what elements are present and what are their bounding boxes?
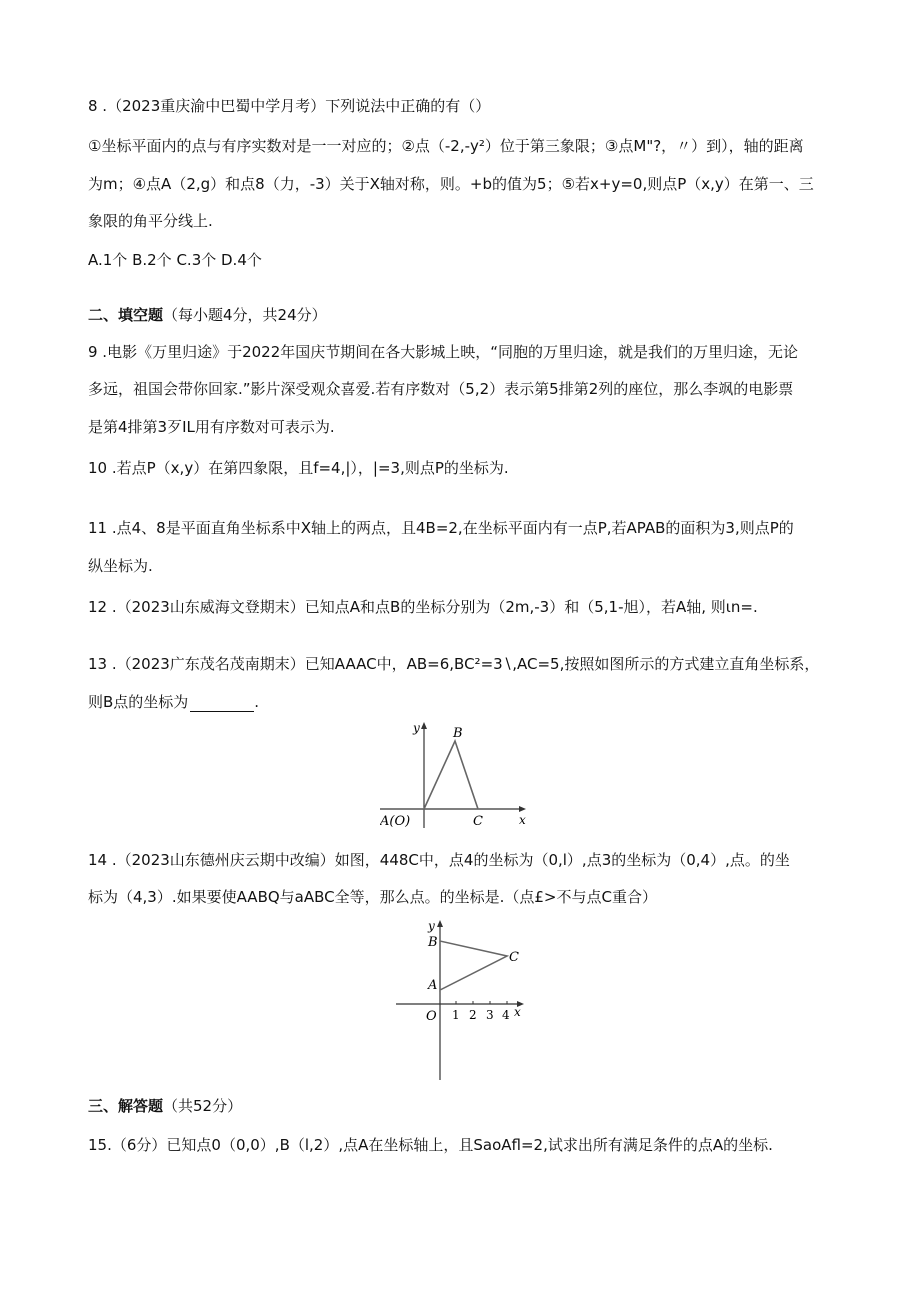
q8-line-1: 8 .（2023重庆渝中巴蜀中学月考）下列说法中正确的有（） xyxy=(88,97,491,115)
q13-line-2-text: 则B点的坐标为 xyxy=(88,693,189,711)
fig14-x-label: x xyxy=(514,1005,521,1019)
fig14-point-a: A xyxy=(428,978,438,993)
section-2-note: （每小题4分，共24分） xyxy=(163,306,327,324)
q9-line-2: 多远，祖国会带你回家.”影片深受观众喜爱.若有序数对（5,2）表示第5排第2列的座位，那么李飒的电影票 xyxy=(88,380,794,398)
fig14-origin: O xyxy=(426,1009,437,1024)
fig13-point-c: C xyxy=(473,814,483,829)
figure-13-triangle xyxy=(380,716,530,830)
fig14-tick-2: 2 xyxy=(469,1008,477,1022)
q9-line-1: 9 .电影《万里归途》于2022年国庆节期间在各大影城上映，“同胞的万里归途，就是我们的万里归途，无论 xyxy=(88,343,799,361)
fig13-triangle-abc xyxy=(424,741,478,809)
section-2-title: 二、填空题 xyxy=(88,306,164,324)
question-10: 10 .若点P（x,y）在第四象限，且f=4,|），|=3,则点P的坐标为. xyxy=(88,459,509,477)
figure-14-triangle xyxy=(396,916,528,1082)
question-15: 15.（6分）已知点0（0,0）,B（l,2）,点A在坐标轴上，且SaoAfl=2,试求出所有满足条件的点A的坐标. xyxy=(88,1136,773,1154)
fig14-triangle-abc xyxy=(440,941,507,990)
fig13-point-a: A(O) xyxy=(380,814,411,829)
fig13-x-arrow xyxy=(519,806,526,812)
section-3-heading xyxy=(88,1096,242,1116)
q8-line-3: 为m；④点A（2,g）和点8（力，-3）关于X轴对称，则。+b的值为5；⑤若x+y=0,则点P（x,y）在第一、三 xyxy=(88,175,814,193)
fig14-tick-1: 1 xyxy=(452,1008,460,1022)
q11-line-1: 11 .点4、8是平面直角坐标系中X轴上的两点，且4B=2,在坐标平面内有一点P,若APAB的面积为3,则点P的 xyxy=(88,519,794,537)
question-12: 12 .（2023山东威海文登期末）已知点A和点B的坐标分别为（2m,-3）和（5,1-旭），若A轴, 则ιn=. xyxy=(88,598,758,616)
fig14-tick-4: 4 xyxy=(502,1008,510,1022)
fig14-point-b: B xyxy=(428,935,438,950)
q11-line-2: 纵坐标为. xyxy=(88,557,153,575)
fig13-point-b: B xyxy=(453,726,463,741)
q13-line-1: 13 .（2023广东茂名茂南期末）已知AAAC中，AB=6,BC²=3∖,AC=5,按照如图所示的方式建立直角坐标系， xyxy=(88,655,820,673)
fig14-tick-3: 3 xyxy=(486,1008,494,1022)
q14-line-2: 标为（4,3）.如果要使AABQ与aABC全等，那么点。的坐标是.（点£>不与点C重合） xyxy=(88,888,657,906)
q13-line-2 xyxy=(88,692,259,712)
q9-line-3: 是第4排第3歹IL用有序数对可表示为. xyxy=(88,418,335,436)
fig13-y-arrow xyxy=(421,722,427,729)
q13-line-2-end: . xyxy=(254,693,260,711)
fig14-point-c: C xyxy=(509,950,519,965)
fig14-y-label: y xyxy=(428,919,435,933)
q8-line-2: ①坐标平面内的点与有序实数对是一一对应的；②点（-2,-y²）位于第三象限；③点M"?，〃）到），轴的距离 xyxy=(88,137,804,155)
section-2-heading xyxy=(88,305,327,325)
section-3-note: （共52分） xyxy=(163,1097,243,1115)
answer-blank xyxy=(190,697,254,712)
q8-line-4: 象限的角平分线上. xyxy=(88,212,213,230)
section-3-title: 三、解答题 xyxy=(88,1097,164,1115)
fig13-y-label: y xyxy=(413,721,420,735)
fig13-x-label: x xyxy=(519,813,526,827)
q14-line-1: 14 .（2023山东德州庆云期中改编）如图，448C中，点4的坐标为（0,l）,点3的坐标为（0,4）,点。的坐 xyxy=(88,851,790,869)
fig14-y-arrow xyxy=(437,920,443,927)
q8-options: A.1个 B.2个 C.3个 D.4个 xyxy=(88,251,262,269)
